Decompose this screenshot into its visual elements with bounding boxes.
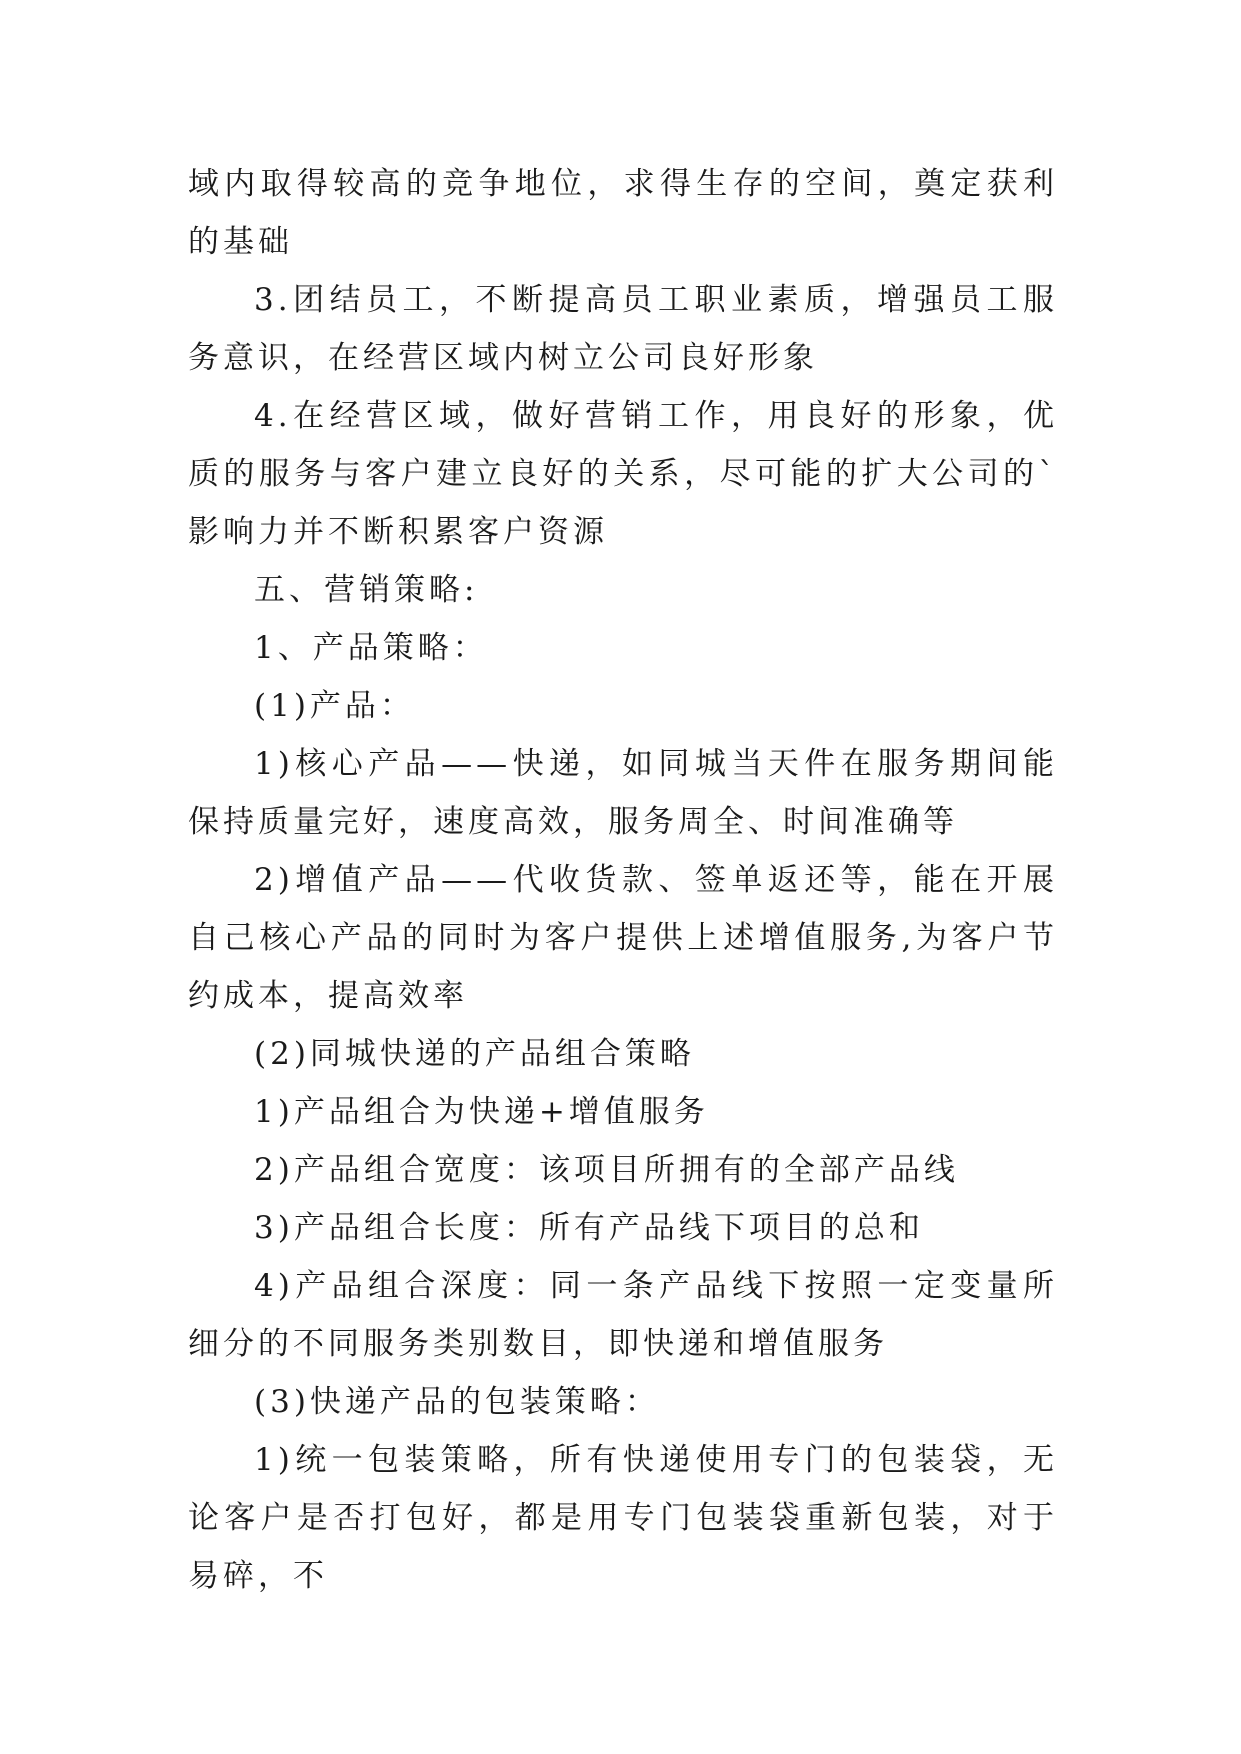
paragraph: 3)产品组合长度：所有产品线下项目的总和: [254, 1210, 924, 1246]
paragraph: 2)增值产品——代收货款、签单返还等，能在开展自己核心产品的同时为客户提供上述增值服务,为客户节约成本，提高效率: [188, 862, 1058, 1014]
subsection-heading: 1、产品策略：: [254, 630, 488, 666]
paragraph: 4.在经营区域，做好营销工作，用良好的形象，优质的服务与客户建立良好的关系，尽可能的扩大公司的`影响力并不断积累客户资源: [188, 398, 1058, 550]
paragraph: 3.团结员工，不断提高员工职业素质，增强员工服务意识，在经营区域内树立公司良好形象: [188, 282, 1058, 376]
document-body: [188, 155, 1058, 1605]
paragraph: 1)统一包装策略，所有快递使用专门的包装袋，无论客户是否打包好，都是用专门包装袋重新包装，对于易碎，不: [188, 1442, 1058, 1594]
subsection-heading: (2)同城快递的产品组合策略: [254, 1036, 695, 1072]
section-heading: 五、营销策略:: [254, 572, 479, 608]
subsection-heading: (3)快递产品的包装策略：: [254, 1384, 660, 1420]
subsection-heading: (1)产品：: [254, 688, 415, 724]
paragraph: 4)产品组合深度：同一条产品线下按照一定变量所细分的不同服务类别数目，即快递和增值服务: [188, 1268, 1058, 1362]
paragraph: 2)产品组合宽度：该项目所拥有的全部产品线: [254, 1152, 959, 1188]
paragraph: 1)核心产品——快递，如同城当天件在服务期间能保持质量完好，速度高效，服务周全、时间准确等: [188, 746, 1058, 840]
paragraph: 域内取得较高的竞争地位，求得生存的空间，奠定获利的基础: [188, 166, 1058, 260]
paragraph: 1)产品组合为快递+增值服务: [254, 1094, 709, 1130]
